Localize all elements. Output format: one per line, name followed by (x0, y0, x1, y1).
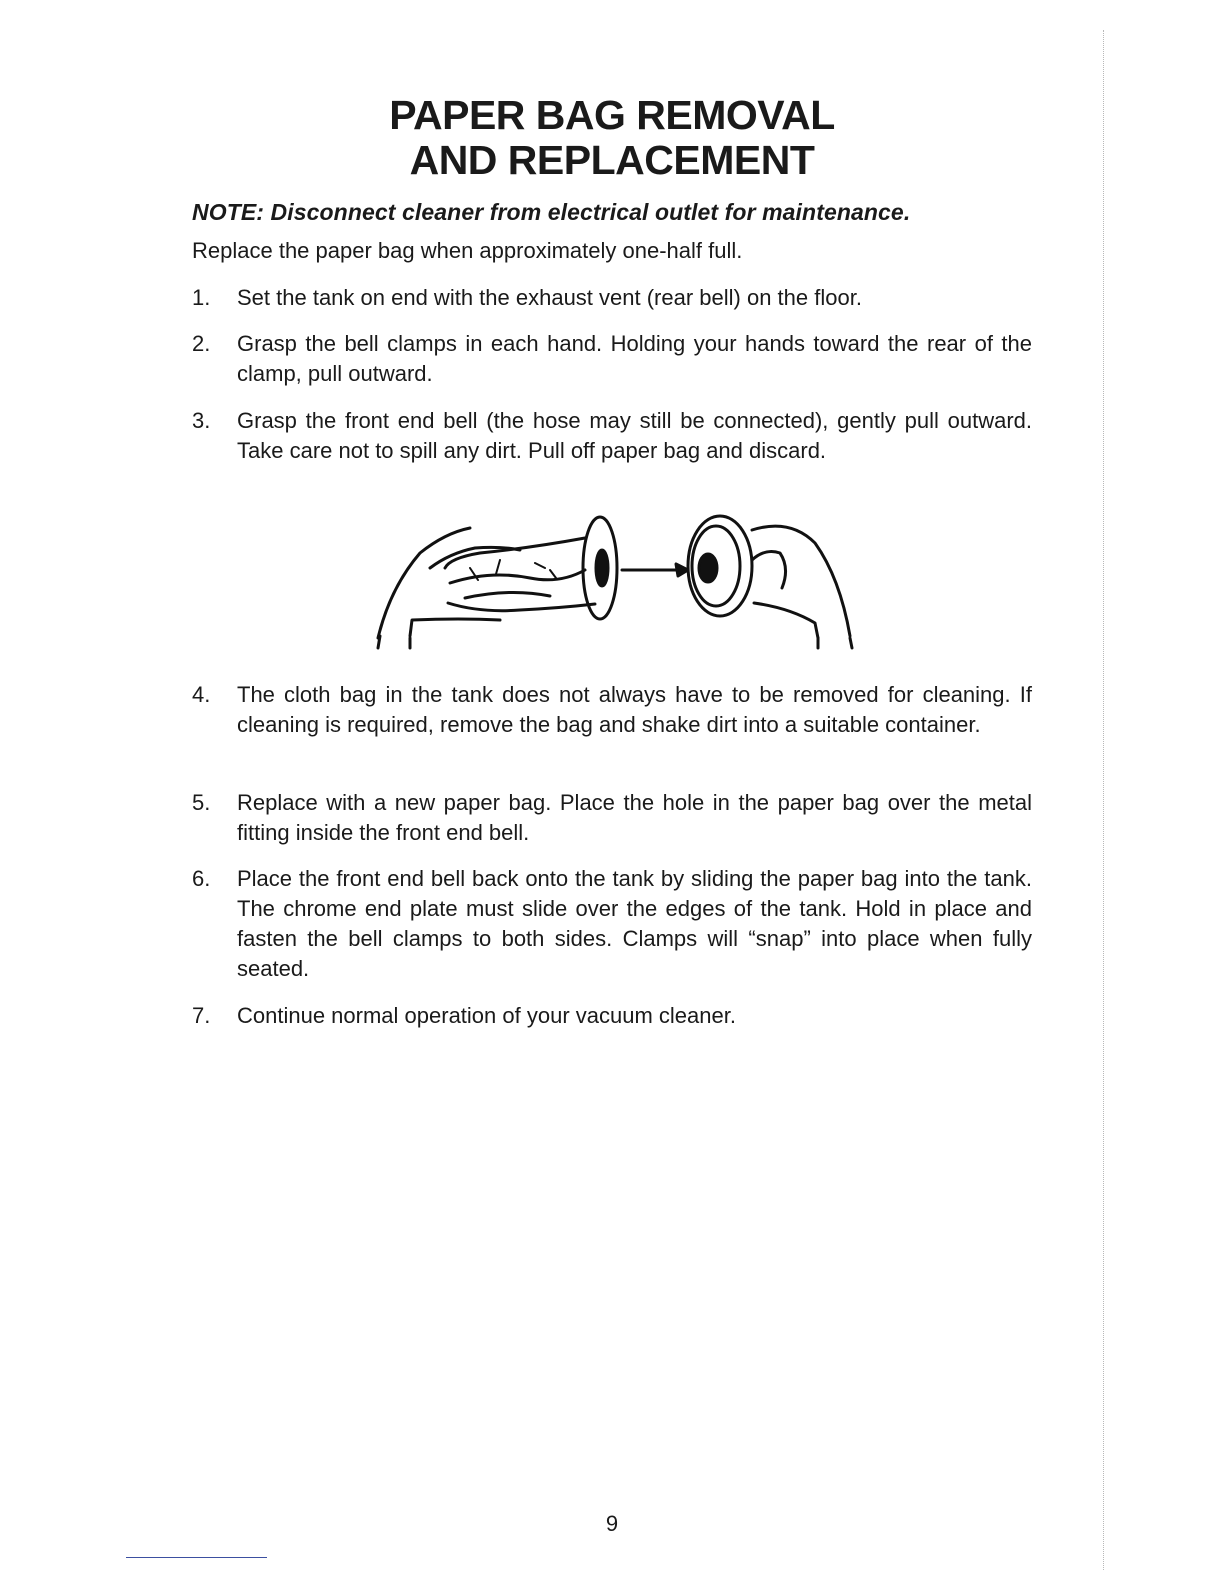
step-text: Grasp the front end bell (the hose may still be connected), gently pull outward. Take care not to spill any dirt. Pull off paper bag and discard. (237, 408, 1032, 463)
step-text: Continue normal operation of your vacuum cleaner. (237, 1003, 736, 1028)
step-text: The cloth bag in the tank does not always have to be removed for cleaning. If cleaning is required, remove the bag and shake dirt into a suitable container. (237, 682, 1032, 737)
step-number: 2. (192, 331, 211, 356)
maintenance-note: NOTE: Disconnect cleaner from electrical outlet for maintenance. (192, 199, 911, 225)
bag-top-edge (445, 538, 585, 568)
bottom-rule-divider (126, 1557, 267, 1558)
step-number: 3. (192, 408, 211, 433)
step-number: 4. (192, 682, 211, 707)
left-arm-outline (378, 528, 470, 638)
step-number: 6. (192, 866, 211, 891)
bag-bottom-edge (448, 603, 595, 611)
step-2 (192, 329, 1032, 389)
step-1 (192, 283, 1032, 313)
arrow-head (676, 564, 688, 576)
page-title-line-2: AND REPLACEMENT (409, 137, 815, 183)
step-number: 7. (192, 1003, 211, 1028)
step-text: Grasp the bell clamps in each hand. Holding your hands toward the rear of the clamp, pull outward. (237, 331, 1032, 386)
step-text: Set the tank on end with the exhaust vent (rear bell) on the floor. (237, 285, 862, 310)
bag-fold-2 (465, 592, 550, 598)
step-4 (192, 680, 1032, 740)
page-number: 9 (605, 1511, 619, 1536)
step-number: 5. (192, 790, 211, 815)
step-text: Replace with a new paper bag. Place the hole in the paper bag over the metal fitting inside the front end bell. (237, 790, 1032, 845)
step-6 (192, 864, 1032, 984)
paper-bag-removal-illustration (370, 508, 860, 654)
rear-bell-body (752, 552, 786, 588)
scan-edge-divider (1103, 30, 1105, 1570)
left-hand-lower (410, 619, 500, 636)
step-3 (192, 406, 1032, 466)
rear-bell-fitting (699, 554, 717, 582)
right-hand-lower (754, 603, 818, 638)
step-number: 1. (192, 285, 211, 310)
bag-fold-1 (450, 570, 585, 583)
step-text: Place the front end bell back onto the tank by sliding the paper bag into the tank. The chrome end plate must slide over the edges of the tank. Hold in place and fasten the bell clamps to both sides. Clamps will “snap” into place when fully seated. (237, 866, 1032, 981)
step-7 (192, 1001, 1032, 1031)
front-bell-hole (596, 550, 608, 586)
arm-cuff-marks (378, 636, 852, 648)
step-5 (192, 788, 1032, 848)
intro-text: Replace the paper bag when approximately one-half full. (192, 238, 743, 263)
page-title-line-1: PAPER BAG REMOVAL (389, 92, 835, 138)
right-arm-outline (752, 526, 850, 636)
